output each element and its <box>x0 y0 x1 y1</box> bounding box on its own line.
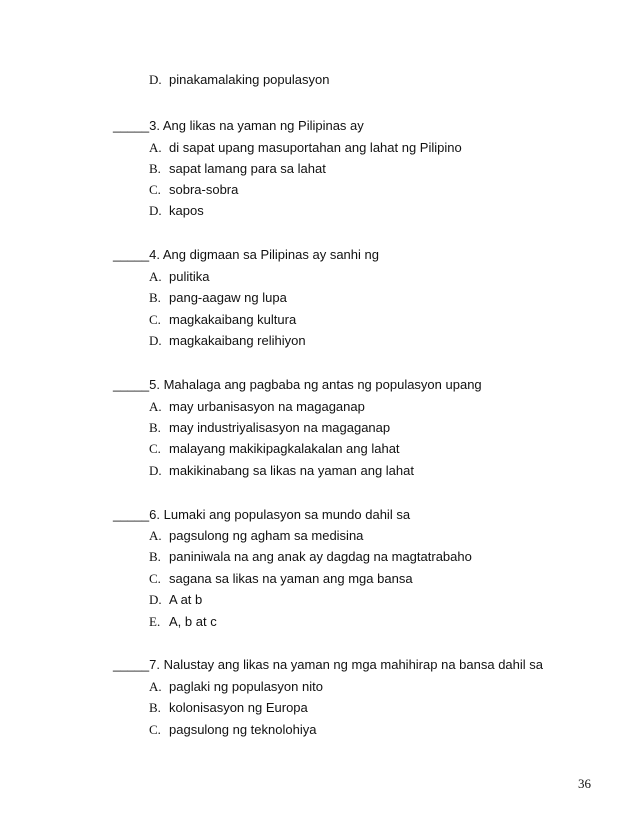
option-letter: A. <box>149 140 162 155</box>
option-text: kapos <box>169 203 204 218</box>
option-line <box>149 722 316 738</box>
option-letter: C. <box>149 722 161 737</box>
option-letter: B. <box>149 161 161 176</box>
option-line <box>149 269 209 285</box>
option-line <box>149 614 217 630</box>
option-text: makikinabang sa likas na yaman ang lahat <box>169 463 414 478</box>
question-line: _____4. Ang digmaan sa Pilipinas ay sanhi ng <box>113 247 379 262</box>
option-letter: A. <box>149 399 162 414</box>
option-text: paniniwala na ang anak ay dagdag na magtatrabaho <box>169 549 472 564</box>
question-line: _____5. Mahalaga ang pagbaba ng antas ng populasyon upang <box>113 377 482 392</box>
option-text: magkakaibang kultura <box>169 312 297 327</box>
option-letter: C. <box>149 312 161 327</box>
option-letter: B. <box>149 290 161 305</box>
option-line <box>149 290 287 306</box>
option-letter: A. <box>149 679 162 694</box>
option-line <box>149 72 329 88</box>
option-line <box>149 333 306 349</box>
option-letter: D. <box>149 72 162 87</box>
option-letter: C. <box>149 441 161 456</box>
option-text: sobra-sobra <box>169 182 239 197</box>
option-letter: C. <box>149 182 161 197</box>
page-number: 36 <box>578 776 591 791</box>
option-line <box>149 592 202 608</box>
option-text: malayang makikipagkalakalan ang lahat <box>169 441 400 456</box>
option-text: A, b at c <box>169 614 217 629</box>
option-letter: A. <box>149 528 162 543</box>
option-line <box>149 528 363 544</box>
option-text: pulitika <box>169 269 210 284</box>
option-text: A at b <box>169 592 203 607</box>
option-letter: B. <box>149 549 161 564</box>
option-line <box>149 441 400 457</box>
question-line: _____7. Nalustay ang likas na yaman ng mga mahihirap na bansa dahil sa <box>113 657 543 672</box>
option-letter: C. <box>149 571 161 586</box>
option-letter: D. <box>149 203 162 218</box>
option-line <box>149 140 462 156</box>
option-text: kolonisasyon ng Europa <box>169 700 308 715</box>
option-line <box>149 463 414 479</box>
option-line <box>149 399 365 415</box>
option-line <box>149 182 238 198</box>
option-line <box>149 420 390 436</box>
option-letter: A. <box>149 269 162 284</box>
option-letter: D. <box>149 592 162 607</box>
option-text: sagana sa likas na yaman ang mga bansa <box>169 571 413 586</box>
option-letter: E. <box>149 614 161 629</box>
option-letter: D. <box>149 463 162 478</box>
option-line <box>149 549 472 565</box>
option-line <box>149 679 323 695</box>
option-line <box>149 203 204 219</box>
option-text: may industriyalisasyon na magaganap <box>169 420 391 435</box>
option-text: pang-aagaw ng lupa <box>169 290 287 305</box>
option-text: di sapat upang masuportahan ang lahat ng Pilipino <box>169 140 462 155</box>
option-text: pagsulong ng agham sa medisina <box>169 528 364 543</box>
option-text: sapat lamang para sa lahat <box>169 161 326 176</box>
option-text: pinakamalaking populasyon <box>169 72 330 87</box>
option-line <box>149 700 308 716</box>
option-letter: D. <box>149 333 162 348</box>
option-text: may urbanisasyon na magaganap <box>169 399 365 414</box>
option-line <box>149 312 296 328</box>
option-line <box>149 571 413 587</box>
question-line: _____6. Lumaki ang populasyon sa mundo dahil sa <box>113 507 411 522</box>
option-text: magkakaibang relihiyon <box>169 333 306 348</box>
option-text: paglaki ng populasyon nito <box>169 679 323 694</box>
option-letter: B. <box>149 420 161 435</box>
option-line <box>149 161 326 177</box>
option-text: pagsulong ng teknolohiya <box>169 722 317 737</box>
question-line: _____3. Ang likas na yaman ng Pilipinas ay <box>113 118 364 133</box>
option-letter: B. <box>149 700 161 715</box>
